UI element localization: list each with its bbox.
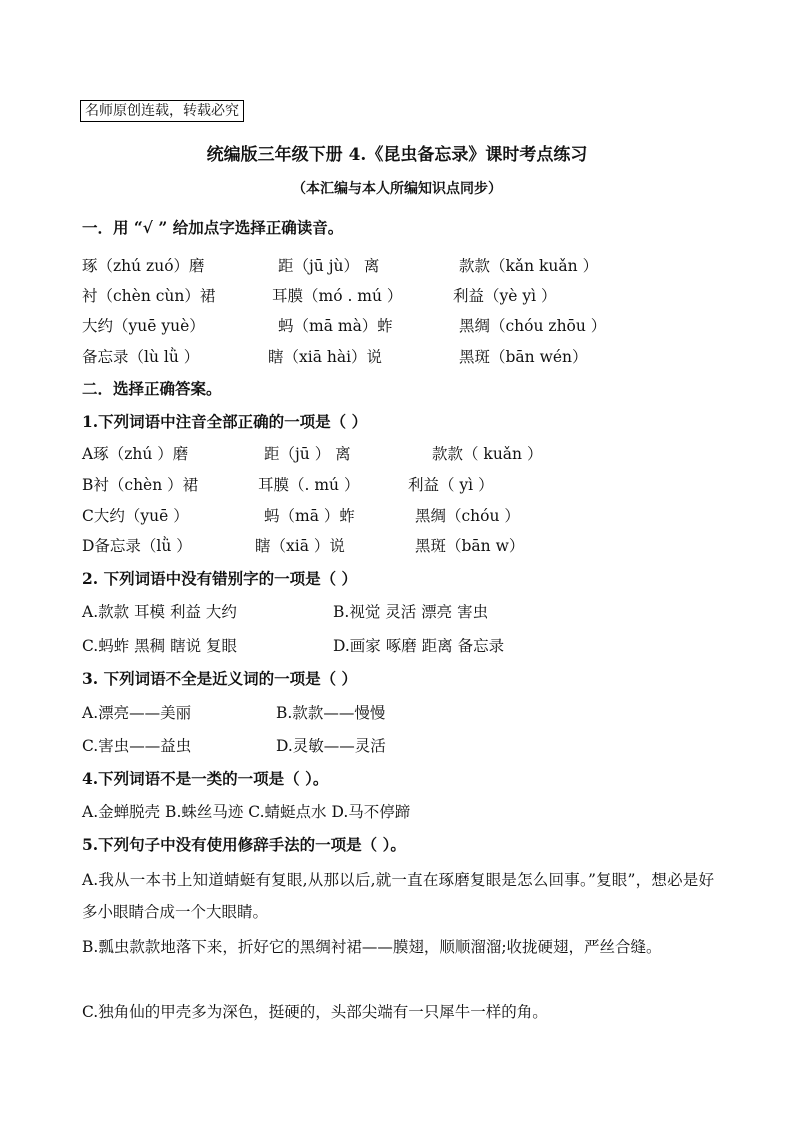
page-subtitle: （本汇编与本人所编知识点同步） [292, 181, 502, 197]
s1-item: 大约（yuē yuè） [82, 317, 205, 335]
q5-option-c: C.独角仙的甲壳多为深色，挺硬的，头部尖端有一只犀牛一样的角。 [82, 1003, 548, 1021]
q3-option: A.漂亮——美丽 [82, 704, 192, 722]
q2-option: A.款款 耳模 利益 大约 [82, 603, 237, 621]
q5-option-b: B.瓢虫款款地落下来，折好它的黑绸衬裙——膜翅，顺顺溜溜;收拢硬翅，严丝合缝。 [82, 938, 662, 956]
s1-item: 利益（yè yì ） [453, 287, 557, 305]
q1-option: B衬（chèn ）裙 [82, 476, 199, 494]
s1-item: 黑斑（bān wén） [459, 348, 588, 366]
s1-item: 距（jū jù） 离 [278, 257, 380, 275]
section2-heading: 二．选择正确答案。 [82, 379, 222, 398]
s1-item: 备忘录（lù lǜ ） [82, 348, 200, 366]
copyright-stamp: 名师原创连载，转载必究 [80, 100, 244, 122]
q5-option-a: A.我从一本书上知道蜻蜓有复眼,从那以后,就一直在琢磨复眼是怎么回事。”复眼”，想必是好多小眼睛合成一个大眼睛。 [82, 871, 714, 921]
s1-item: 耳膜（mó . mú ） [272, 287, 403, 305]
q1-option: C大约（yuē ） [82, 507, 189, 525]
question-5-stem: 5.下列句子中没有使用修辞手法的一项是（ ）。 [82, 835, 406, 854]
s1-item: 衬（chèn cùn）裙 [82, 287, 216, 305]
q2-option: D.画家 啄磨 距离 备忘录 [333, 637, 505, 655]
q1-option: 黑斑（bān w） [415, 537, 525, 555]
question-4-stem: 4.下列词语不是一类的一项是（ ）。 [82, 769, 329, 788]
q1-option: 款款（ kuǎn ） [432, 445, 543, 463]
q1-option: 瞎（xiā ）说 [255, 537, 345, 555]
s1-item: 琢（zhú zuó）磨 [82, 257, 205, 275]
s1-item: 蚂（mā mà）蚱 [278, 317, 393, 335]
q2-option: B.视觉 灵活 漂亮 害虫 [333, 603, 489, 621]
s1-item: 瞎（xiā hài）说 [268, 348, 383, 366]
q1-option: A琢（zhú ）磨 [82, 445, 189, 463]
question-1-stem: 1.下列词语中注音全部正确的一项是（ ） [82, 412, 368, 431]
q1-option: 黑绸（chóu ） [415, 507, 520, 525]
s1-item: 黑绸（chóu zhōu ） [459, 317, 607, 335]
question-3-stem: 3. 下列词语不全是近义词的一项是（ ） [82, 669, 357, 688]
q3-option: D.灵敏——灵活 [276, 737, 386, 755]
question-2-stem: 2. 下列词语中没有错别字的一项是（ ） [82, 569, 357, 588]
q1-option: 利益（ yì ） [408, 476, 494, 494]
s1-item: 款款（kǎn kuǎn ） [459, 257, 599, 275]
q1-option: 耳膜（. mú ） [258, 476, 360, 494]
section1-heading: 一．用 “√ ” 给加点字选择正确读音。 [82, 218, 344, 237]
q4-options: A.金蝉脱壳 B.蛛丝马迹 C.蜻蜓点水 D.马不停蹄 [82, 803, 411, 821]
q1-option: 蚂（mā ）蚱 [264, 507, 355, 525]
q1-option: D备忘录（lǜ ） [82, 537, 192, 555]
q3-option: C.害虫——益虫 [82, 737, 192, 755]
q3-option: B.款款——慢慢 [276, 704, 386, 722]
q2-option: C.蚂蚱 黑稠 瞎说 复眼 [82, 637, 238, 655]
q1-option: 距（jū ） 离 [264, 445, 351, 463]
page-title: 统编版三年级下册 4.《昆虫备忘录》课时考点练习 [206, 145, 588, 165]
